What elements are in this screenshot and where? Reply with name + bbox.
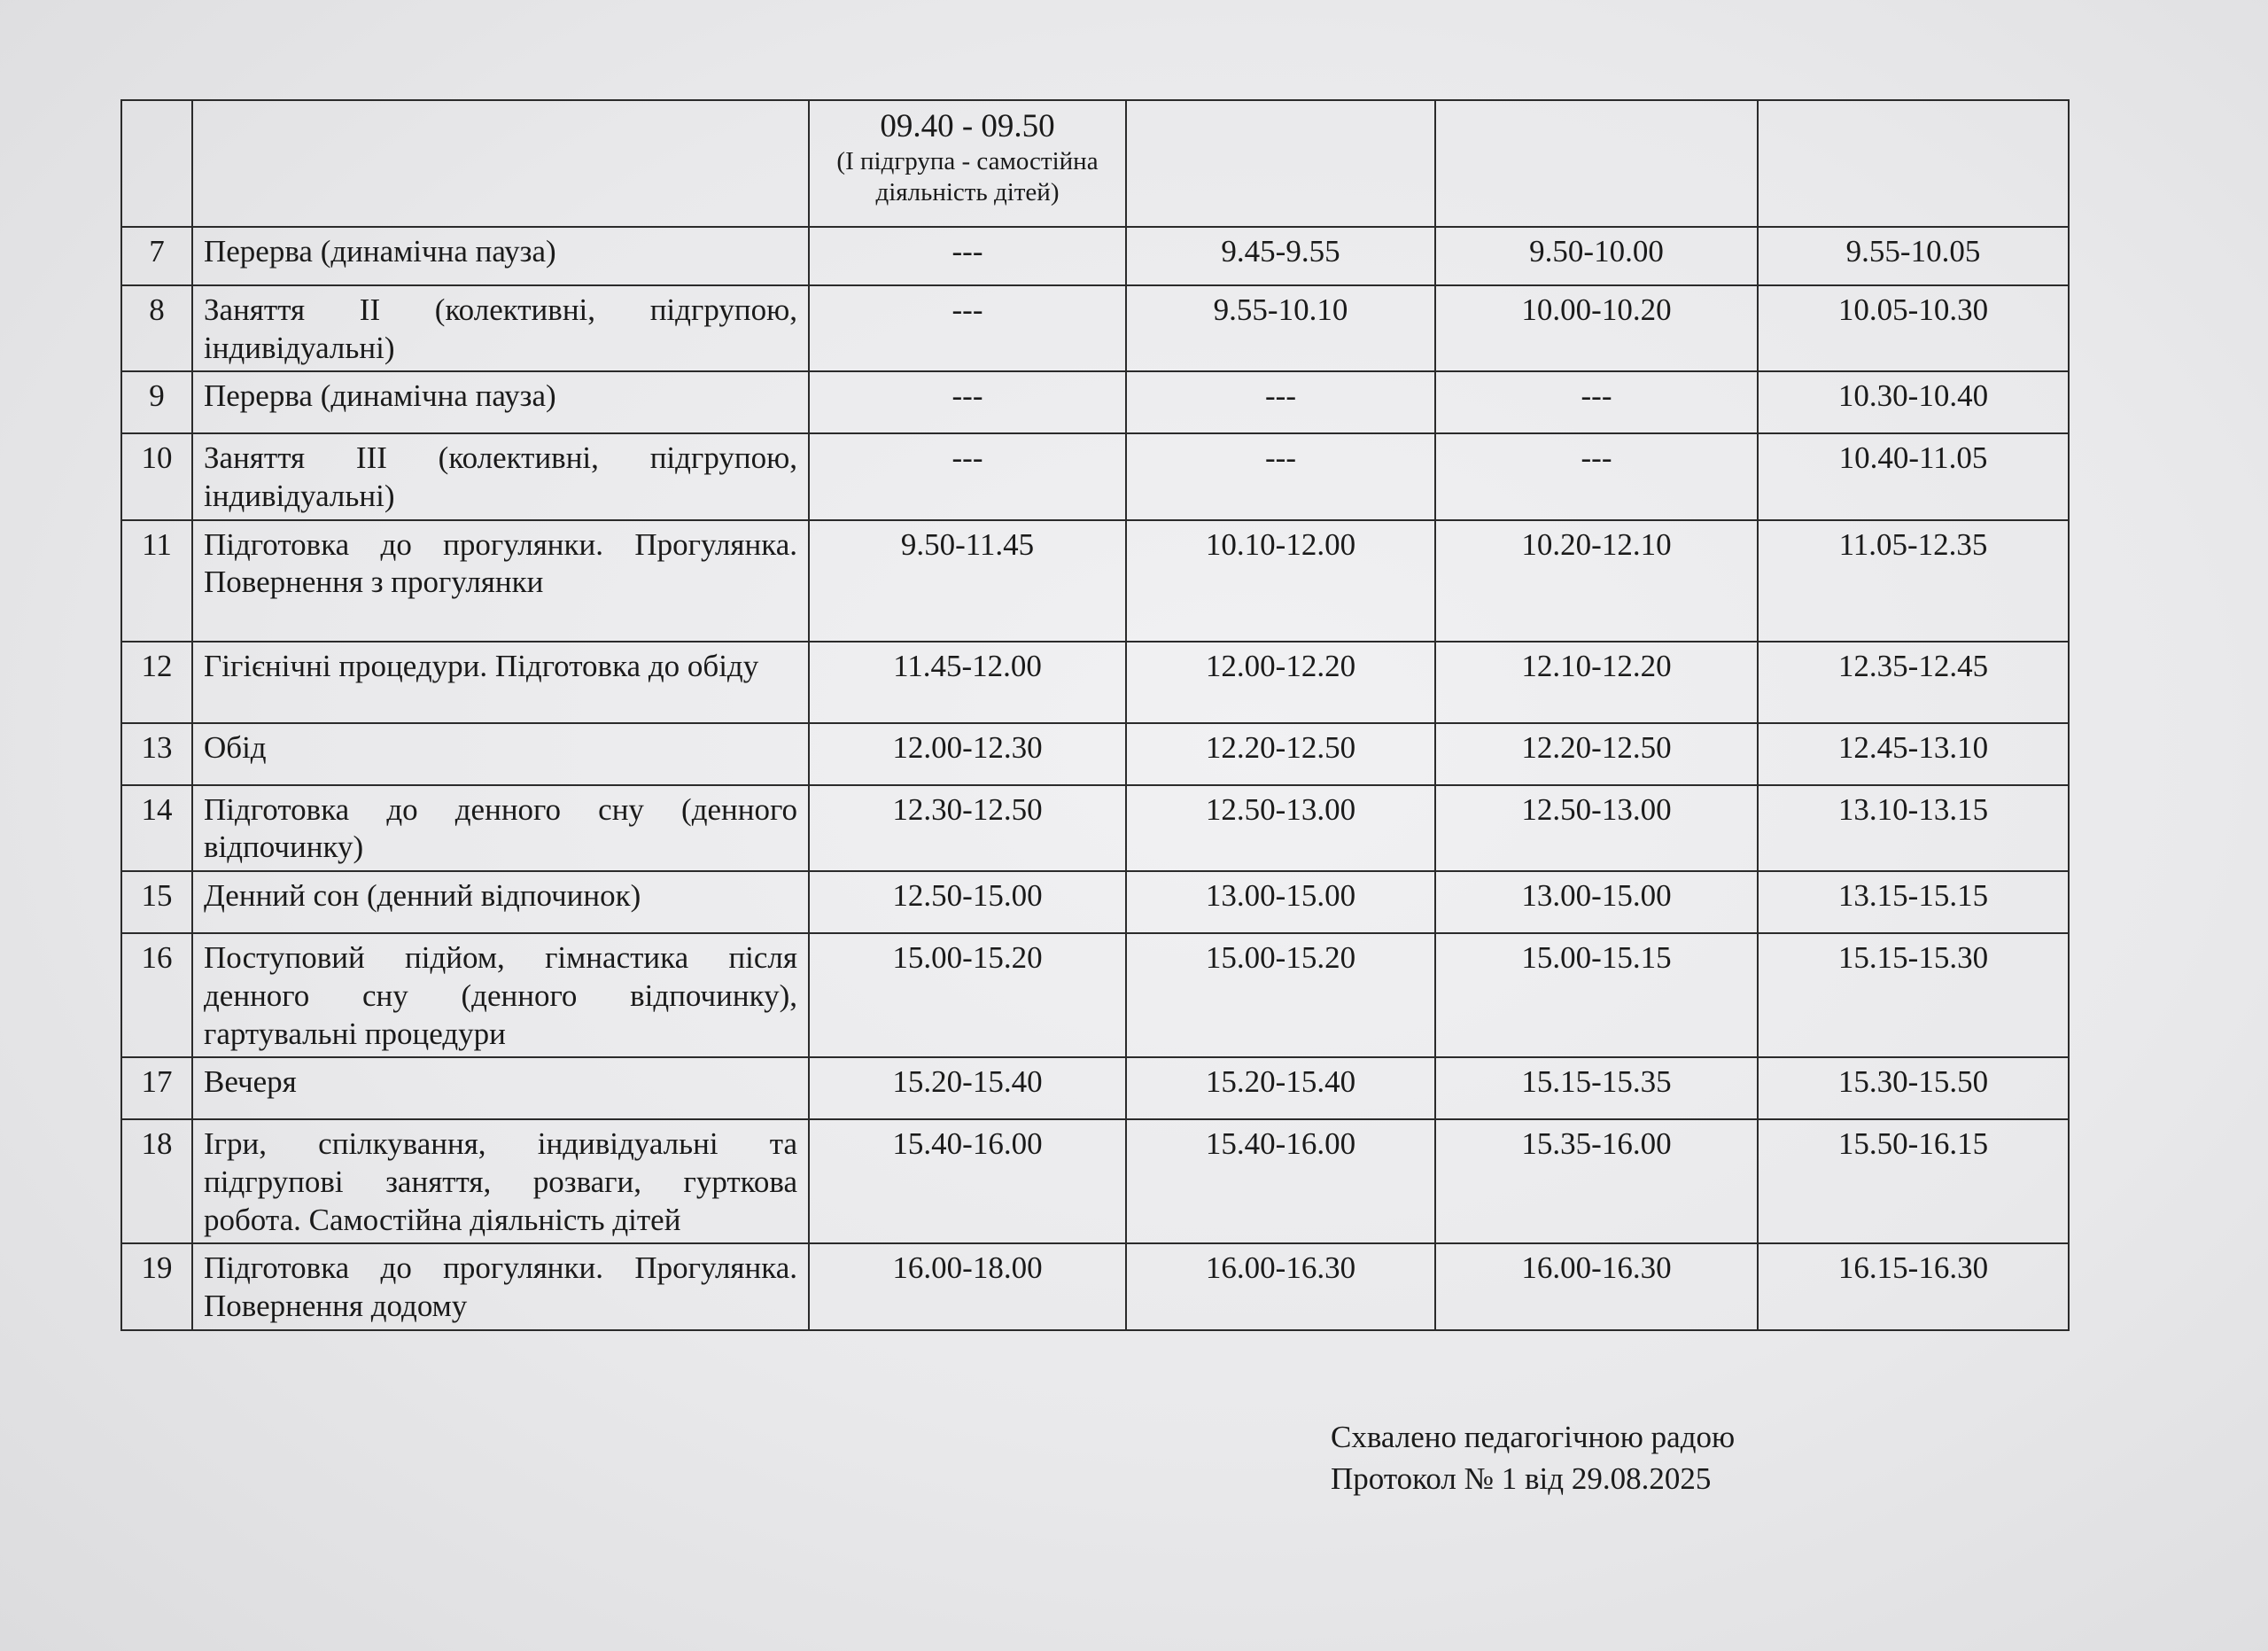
table-row (121, 1057, 2069, 1119)
row-number: 16 (121, 933, 192, 1057)
row-time-3: 10.20-12.10 (1435, 520, 1758, 642)
row-time-2: 15.20-15.40 (1126, 1057, 1435, 1119)
row-time-4: 15.15-15.30 (1758, 933, 2069, 1057)
row-time-1: --- (809, 433, 1126, 519)
row-time-3: 16.00-16.30 (1435, 1243, 1758, 1329)
daily-schedule-table (120, 99, 2070, 1331)
row-time-2: 12.20-12.50 (1126, 723, 1435, 785)
table-row (121, 723, 2069, 785)
header-empty-cell (1435, 100, 1758, 227)
row-time-2: 15.40-16.00 (1126, 1119, 1435, 1243)
row-activity: Перерва (динамічна пауза) (192, 371, 809, 433)
row-time-4: 12.35-12.45 (1758, 642, 2069, 723)
row-time-1: --- (809, 227, 1126, 285)
row-time-4: 16.15-16.30 (1758, 1243, 2069, 1329)
row-time-2: 15.00-15.20 (1126, 933, 1435, 1057)
header-empty-cell (1126, 100, 1435, 227)
row-time-1: 16.00-18.00 (809, 1243, 1126, 1329)
row-number: 10 (121, 433, 192, 519)
header-activity-cell (192, 100, 809, 227)
table-row (121, 285, 2069, 371)
row-number: 18 (121, 1119, 192, 1243)
table-header-row (121, 100, 2069, 227)
row-number: 9 (121, 371, 192, 433)
protocol-line: Протокол № 1 від 29.08.2025 (1331, 1461, 1712, 1497)
row-number: 8 (121, 285, 192, 371)
row-time-1: 12.30-12.50 (809, 785, 1126, 871)
row-time-3: --- (1435, 371, 1758, 433)
row-time-2: 9.55-10.10 (1126, 285, 1435, 371)
header-note: (І підгрупа - самостійна діяльність дітей) (836, 147, 1099, 206)
table-row (121, 227, 2069, 285)
row-number: 17 (121, 1057, 192, 1119)
approval-line: Схвалено педагогічною радою (1331, 1420, 1736, 1454)
row-time-4: 10.40-11.05 (1758, 433, 2069, 519)
approval-note (1331, 1416, 1735, 1500)
table-row (121, 520, 2069, 642)
row-time-2: 10.10-12.00 (1126, 520, 1435, 642)
row-activity: Поступовий підйом, гімнастика після денного сну (денного відпочинку), гартувальні процедури (192, 933, 809, 1057)
row-time-2: --- (1126, 433, 1435, 519)
row-time-2: 12.00-12.20 (1126, 642, 1435, 723)
table-row (121, 371, 2069, 433)
row-time-3: 9.50-10.00 (1435, 227, 1758, 285)
row-number: 12 (121, 642, 192, 723)
table-row (121, 871, 2069, 933)
row-time-4: 13.15-15.15 (1758, 871, 2069, 933)
row-time-4: 15.30-15.50 (1758, 1057, 2069, 1119)
table-row (121, 433, 2069, 519)
row-time-3: 12.10-12.20 (1435, 642, 1758, 723)
row-activity: Заняття ІІІ (колективні, підгрупою, індивідуальні) (192, 433, 809, 519)
row-time-1: --- (809, 285, 1126, 371)
table-row (121, 1243, 2069, 1329)
row-number: 15 (121, 871, 192, 933)
table-row (121, 1119, 2069, 1243)
row-time-3: 15.00-15.15 (1435, 933, 1758, 1057)
row-activity: Заняття ІІ (колективні, підгрупою, індивідуальні) (192, 285, 809, 371)
row-time-2: 13.00-15.00 (1126, 871, 1435, 933)
row-activity: Підготовка до прогулянки. Прогулянка. Повернення з прогулянки (192, 520, 809, 642)
row-time-4: 10.30-10.40 (1758, 371, 2069, 433)
row-time-1: --- (809, 371, 1126, 433)
row-time-1: 15.00-15.20 (809, 933, 1126, 1057)
row-time-1: 11.45-12.00 (809, 642, 1126, 723)
row-activity: Обід (192, 723, 809, 785)
row-number: 14 (121, 785, 192, 871)
row-time-1: 12.00-12.30 (809, 723, 1126, 785)
row-time-4: 11.05-12.35 (1758, 520, 2069, 642)
row-time-2: 12.50-13.00 (1126, 785, 1435, 871)
row-activity: Вечеря (192, 1057, 809, 1119)
row-time-4: 12.45-13.10 (1758, 723, 2069, 785)
row-activity: Денний сон (денний відпочинок) (192, 871, 809, 933)
row-time-4: 13.10-13.15 (1758, 785, 2069, 871)
table-row (121, 933, 2069, 1057)
row-activity: Підготовка до денного сну (денного відпочинку) (192, 785, 809, 871)
header-time: 09.40 - 09.50 (880, 108, 1055, 144)
row-time-3: 12.20-12.50 (1435, 723, 1758, 785)
row-time-2: 9.45-9.55 (1126, 227, 1435, 285)
header-time-cell (809, 100, 1126, 227)
row-number: 11 (121, 520, 192, 642)
row-time-3: 15.15-15.35 (1435, 1057, 1758, 1119)
row-time-4: 10.05-10.30 (1758, 285, 2069, 371)
row-activity: Ігри, спілкування, індивідуальні та підгрупові заняття, розваги, гурткова робота. Самостійна діяльність дітей (192, 1119, 809, 1243)
table-row (121, 642, 2069, 723)
row-time-2: 16.00-16.30 (1126, 1243, 1435, 1329)
table-row (121, 785, 2069, 871)
row-activity: Гігієнічні процедури. Підготовка до обіду (192, 642, 809, 723)
row-time-4: 15.50-16.15 (1758, 1119, 2069, 1243)
row-time-4: 9.55-10.05 (1758, 227, 2069, 285)
row-number: 13 (121, 723, 192, 785)
header-empty-cell (1758, 100, 2069, 227)
row-time-1: 12.50-15.00 (809, 871, 1126, 933)
row-time-1: 15.20-15.40 (809, 1057, 1126, 1119)
row-time-3: --- (1435, 433, 1758, 519)
row-time-3: 13.00-15.00 (1435, 871, 1758, 933)
row-time-2: --- (1126, 371, 1435, 433)
row-time-3: 12.50-13.00 (1435, 785, 1758, 871)
row-time-3: 15.35-16.00 (1435, 1119, 1758, 1243)
row-number: 19 (121, 1243, 192, 1329)
header-num-cell (121, 100, 192, 227)
row-activity: Підготовка до прогулянки. Прогулянка. Повернення додому (192, 1243, 809, 1329)
row-time-1: 15.40-16.00 (809, 1119, 1126, 1243)
row-time-1: 9.50-11.45 (809, 520, 1126, 642)
row-time-3: 10.00-10.20 (1435, 285, 1758, 371)
row-activity: Перерва (динамічна пауза) (192, 227, 809, 285)
row-number: 7 (121, 227, 192, 285)
